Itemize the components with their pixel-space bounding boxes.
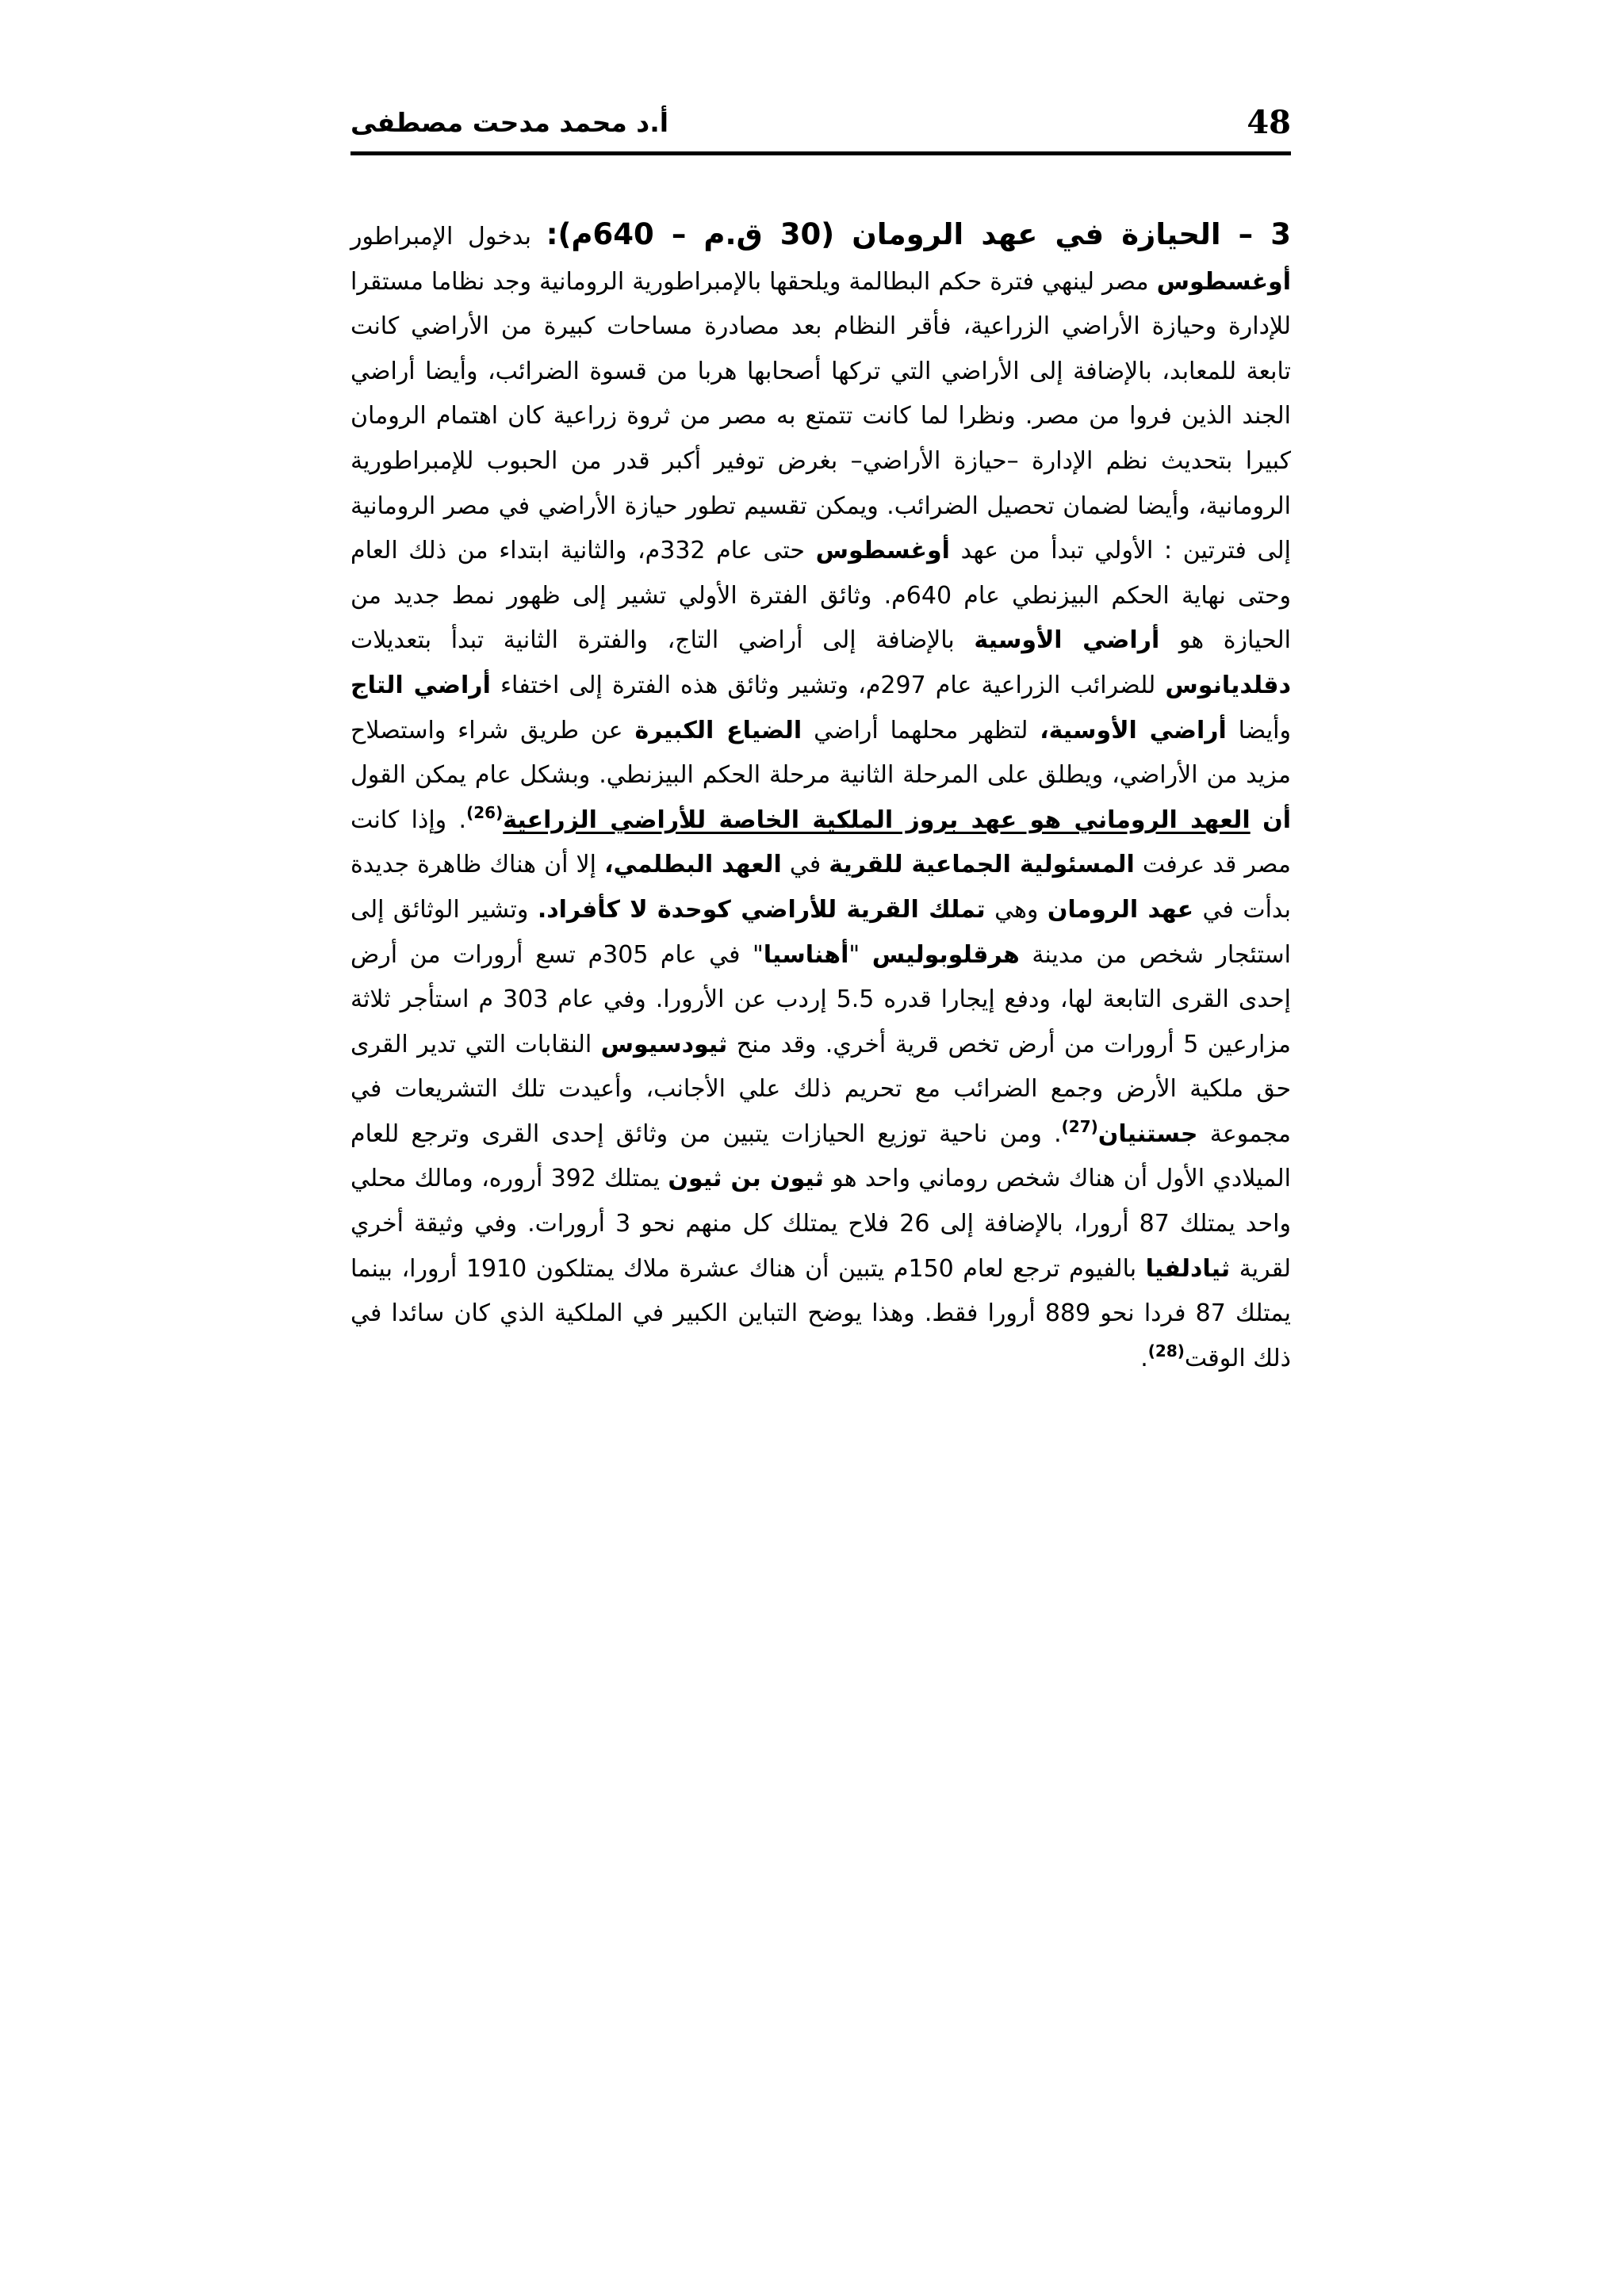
footnote-ref-27: (27): [1061, 1116, 1098, 1136]
footnote-ref-28: (28): [1147, 1341, 1185, 1360]
emphasis-collective-responsibility: المسئولية الجماعية للقرية: [829, 851, 1135, 879]
running-header-author: أ.د محمد مدحت مصطفى: [350, 107, 669, 138]
text-segment: عن طريق شراء واستصلاح مزيد من الأراضي، ويطلق على المرحلة الثانية مرحلة الحكم البيزنطي. وبشكل عام يمكن القول: [350, 716, 1291, 790]
emphasis-theodosius: ثيودسيوس: [600, 1030, 728, 1058]
text-segment: بدخول الإمبراطور: [350, 223, 546, 251]
text-segment: للضرائب الزراعية عام 297م، وتشير وثائق هذه الفترة إلى اختفاء: [490, 671, 1166, 699]
page-number: 48: [1247, 104, 1291, 141]
text-segment: وهي: [985, 895, 1048, 924]
emphasis-augustus: أوغسطوس: [1156, 267, 1291, 296]
emphasis-diocletian: دقلديانوس: [1165, 671, 1291, 699]
text-segment: لتظهر محلهما أراضي: [802, 716, 1040, 744]
body-paragraph: [350, 212, 1291, 1381]
emphasis-ousia-lands: أراضي الأوسية،: [1040, 716, 1227, 744]
emphasis-crown-lands: أراضي التاج: [350, 671, 491, 699]
emphasis-theadelphia: ثيادلفيا: [1145, 1254, 1231, 1283]
emphasis-augustus: أوغسطوس: [815, 537, 950, 565]
text-segment: في: [781, 851, 829, 879]
emphasis-underlined-roman-era: العهد الروماني هو عهد بروز الملكية الخاصة للأراضي الزراعية: [503, 806, 1251, 834]
text-segment: حتى عام 332م، والثانية ابتداء من ذلك العام وحتى نهاية الحكم البيزنطي عام 640م. وثائق الفترة الأولي تشير إلى ظهور نمط جديد من الحيازة هو: [350, 537, 1292, 655]
emphasis-theon-son-of-theon: ثيون بن ثيون: [668, 1165, 824, 1193]
text-segment: بالإضافة إلى أراضي التاج، والفترة الثانية تبدأ بتعديلات: [350, 626, 975, 655]
emphasis-ptolemaic-era: العهد البطلمي،: [604, 851, 782, 879]
emphasis-ahnasia: أهناسيا: [763, 940, 849, 969]
text-segment: يمتلك 392 أروره، ومالك محلي واحد يمتلك 87 أرورا، بالإضافة إلى 26 فلاح يمتلك كل منهم نحو 3 أرورات. وفي وثيقة أخري لقرية: [350, 1165, 1292, 1283]
text-segment: " في عام 305م تسع أرورات من أرض إحدى القرى التابعة لها، ودفع إيجارا قدره 5.5 إردب عن الأرورا. وفي عام 303 م استأجر ثلاثة مزارعين 5 أرورات من أرض تخص قرية أخري. وقد منح: [350, 940, 1291, 1058]
emphasis-justinian: جستنيان: [1097, 1119, 1198, 1148]
text-segment: وأيضا: [1226, 716, 1291, 744]
text-segment: [1251, 806, 1262, 834]
text-segment: . ومن ناحية توزيع الحيازات يتبين من وثائق إحدى القرى وترجع للعام الميلادي الأول أن هناك شخص روماني واحد هو: [350, 1119, 1292, 1193]
text-segment: النقابات التي تدير القرى حق ملكية الأرض وجمع الضرائب مع تحريم ذلك علي الأجانب، وأعيدت تلك التشريعات في مجموعة: [350, 1030, 1291, 1148]
emphasis-village-ownership: تملك القرية للأراضي كوحدة لا كأفراد.: [537, 895, 986, 924]
text-segment: ": [848, 940, 872, 969]
emphasis-large-estates: الضياع الكبيرة: [634, 716, 802, 744]
text-segment: مصر لينهي فترة حكم البطالمة ويلحقها بالإمبراطورية الرومانية وجد نظاما مستقرا للإدارة وحيازة الأراضي الزراعية، فأقر النظام بعد مصادرة مساحات كبيرة من الأراضي كانت تابعة للمعابد، بالإضافة إلى الأراضي التي تركها أصحابها هربا من قسوة الضرائب، وأيضا أراضي الجند الذين فروا من مصر. ونظرا لما كانت تتمتع به مصر من ثروة زراعية كان اهتمام الرومان كبيرا بتحديث نظم الإدارة –حيازة الأراضي– بغرض توفير أكبر قدر من الحبوب للإمبراطورية الرومانية، وأيضا لضمان تحصيل الضرائب. ويمكن تقسيم تطور حيازة الأراضي في مصر الرومانية إلى فترتين : الأولي تبدأ من عهد: [350, 267, 1291, 565]
text-segment: .: [1140, 1344, 1148, 1372]
section-heading: 3 – الحيازة في عهد الرومان (30 ق.م – 640م):: [546, 217, 1291, 251]
footnote-ref-26: (26): [466, 802, 504, 822]
text-segment: . وإذا كانت مصر قد عرفت: [350, 806, 1291, 879]
text-segment: وتشير الوثائق إلى استئجار شخص من مدينة: [350, 895, 1291, 969]
text-segment: إلا أن هناك ظاهرة جديدة بدأت في: [350, 851, 1291, 924]
emphasis-roman-era: عهد الرومان: [1047, 895, 1194, 924]
emphasis-ousia-lands: أراضي الأوسية: [974, 626, 1160, 655]
emphasis-that: أن: [1262, 806, 1291, 834]
page-header: [350, 101, 1291, 155]
emphasis-heracleopolis: هرقلوبوليس: [871, 940, 1020, 969]
text-segment: بالفيوم ترجع لعام 150م يتبين أن هناك عشرة ملاك يمتلكون 1910 أرورا، بينما يمتلك 87 فردا نحو 889 أرورا فقط. وهذا يوضح التباين الكبير في الملكية الذي كان سائدا في ذلك الوقت: [350, 1254, 1292, 1372]
